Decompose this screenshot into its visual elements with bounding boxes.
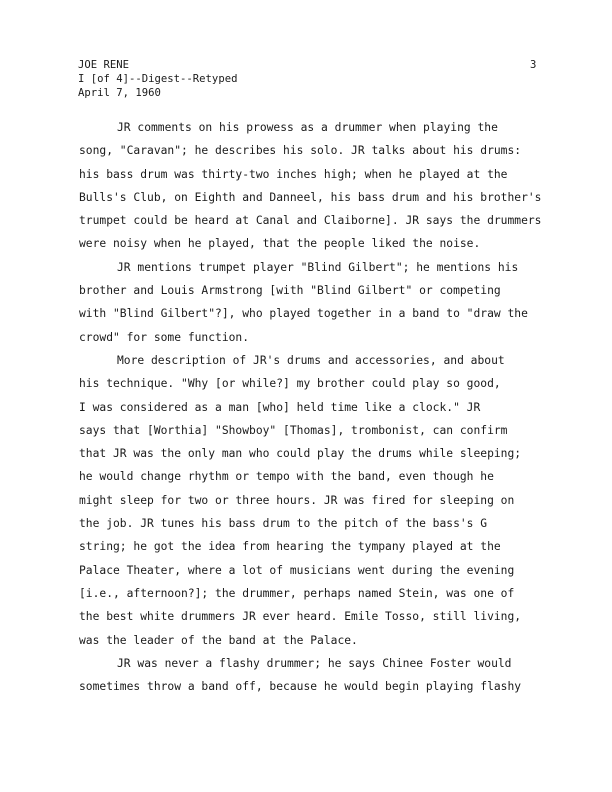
text-line: I was considered as a man [who] held time like a clock." JR [79,400,481,414]
text-line: the job. JR tunes his bass drum to the pitch of the bass's G [79,517,488,531]
text-line: song, "Caravan"; he describes his solo. JR talks about his drums: [79,144,522,158]
text-line: says that [Worthia] "Showboy" [Thomas], trombonist, can confirm [79,423,508,437]
paragraph [79,349,569,652]
text-line: [i.e., afternoon?]; the drummer, perhaps named Stein, was one of [79,586,515,600]
text-line: might sleep for two or three hours. JR was fired for sleeping on [79,493,515,507]
text-line: JR was never a flashy drummer; he says Chinee Foster would [117,656,512,670]
text-line: his bass drum was thirty-two inches high; when he played at the [79,167,508,181]
text-line: crowd" for some function. [79,330,250,344]
text-line: Bulls's Club, on Eighth and Danneel, his bass drum and his brother's [79,190,542,204]
text-line: More description of JR's drums and accessories, and about [117,353,505,367]
text-line: the best white drummers JR ever heard. Emile Tosso, still living, [79,610,522,624]
text-line: JR comments on his prowess as a drummer when playing the [117,121,498,134]
text-line: were noisy when he played, that the people liked the noise. [79,237,481,251]
text-line: sometimes throw a band off, because he would begin playing flashy [79,680,522,694]
document-header [78,58,237,100]
interviewee-name: JOE RENE [78,59,130,71]
document-body [79,116,569,698]
document-part: I [of 4]--Digest--Retyped [78,73,238,85]
interview-date: April 7, 1960 [78,87,161,99]
text-line: JR mentions trumpet player "Blind Gilbert"; he mentions his [117,260,519,274]
text-line: was the leader of the band at the Palace. [79,633,358,647]
paragraph [79,652,569,699]
text-line: trumpet could be heard at Canal and Claiborne]. JR says the drummers [79,214,542,228]
text-line: his technique. "Why [or while?] my brother could play so good, [79,377,501,391]
text-line: string; he got the idea from hearing the tympany played at the [79,540,501,554]
text-line: with "Blind Gilbert"?], who played together in a band to "draw the [79,307,528,321]
paragraph [79,256,569,349]
text-line: Palace Theater, where a lot of musicians went during the evening [79,563,515,577]
paragraph [79,116,569,256]
text-line: brother and Louis Armstrong [with "Blind Gilbert" or competing [79,284,501,298]
text-line: that JR was the only man who could play the drums while sleeping; [79,447,522,461]
page-number: 3 [530,59,537,71]
text-line: he would change rhythm or tempo with the band, even though he [79,470,494,484]
